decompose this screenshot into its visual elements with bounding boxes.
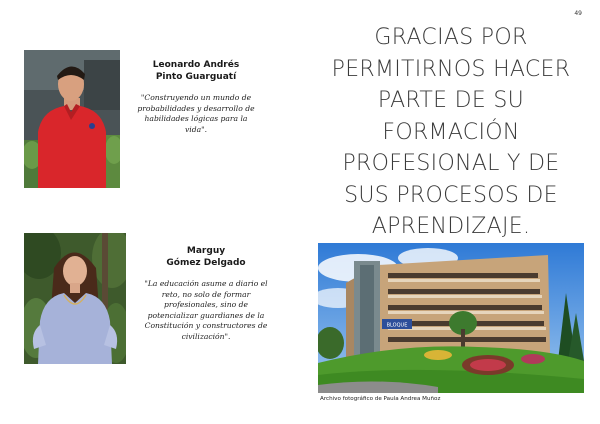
campus-building-photo: [318, 243, 584, 393]
leonardo-name: Leonardo Andrés Pinto Guarguatí: [152, 60, 240, 82]
page-number: 49: [574, 10, 582, 17]
leonardo-quote: "Construyendo un mundo de probabilidades y desarrollo de habilidades lógicas para la vida".: [137, 93, 255, 134]
marguy-name: Marguy Gómez Delgado: [166, 246, 246, 268]
leonardo-photo: [24, 50, 120, 188]
building-sign: BLOQUE: [386, 322, 408, 329]
thanks-heading: GRACIAS POR PERMITIRNOS HACER PARTE DE SU FORMACIÓN PROFESIONAL Y DE SUS PROCESOS DE APRENDIZAJE.: [331, 25, 571, 239]
marguy-quote: "La educación asume a diario el reto, no solo de formar profesionales, sino de potencializar guardianes de la Constitución y constructores de civilización".: [144, 279, 268, 341]
photo-caption: Archivo fotográfico de Paula Andrea Muñoz: [320, 396, 441, 402]
marguy-photo: [24, 233, 126, 364]
